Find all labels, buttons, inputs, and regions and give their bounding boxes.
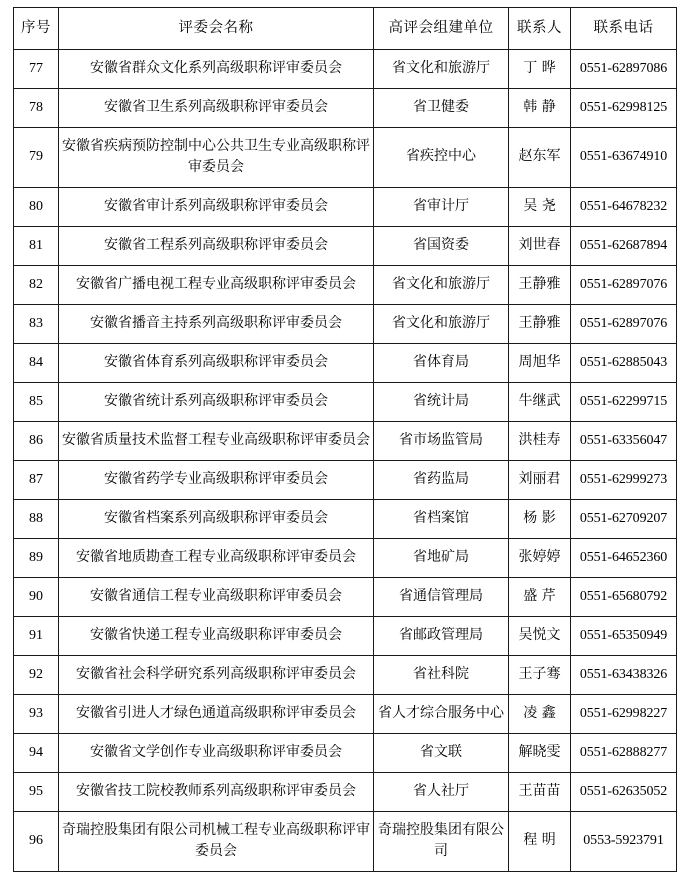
table-row	[14, 89, 677, 128]
table-row	[14, 422, 677, 461]
cell-unit: 省邮政管理局	[374, 617, 509, 656]
column-header-name: 评委会名称	[59, 8, 374, 50]
cell-unit: 省地矿局	[374, 539, 509, 578]
cell-seq: 80	[14, 188, 59, 227]
cell-person: 洪桂寿	[509, 422, 571, 461]
cell-name: 安徽省卫生系列高级职称评审委员会	[59, 89, 374, 128]
cell-unit: 省文联	[374, 734, 509, 773]
table-row	[14, 266, 677, 305]
cell-unit: 省文化和旅游厅	[374, 305, 509, 344]
cell-person: 韩静	[509, 89, 571, 128]
cell-name: 安徽省体育系列高级职称评审委员会	[59, 344, 374, 383]
cell-phone: 0551-62897086	[571, 50, 677, 89]
cell-phone: 0551-62709207	[571, 500, 677, 539]
table-row	[14, 344, 677, 383]
cell-seq: 94	[14, 734, 59, 773]
cell-person: 吴悦文	[509, 617, 571, 656]
cell-person: 盛芹	[509, 578, 571, 617]
cell-person: 丁晔	[509, 50, 571, 89]
cell-unit: 省档案馆	[374, 500, 509, 539]
cell-name: 安徽省通信工程专业高级职称评审委员会	[59, 578, 374, 617]
cell-phone: 0551-62635052	[571, 773, 677, 812]
cell-phone: 0551-62687894	[571, 227, 677, 266]
cell-unit: 省卫健委	[374, 89, 509, 128]
cell-unit: 省统计局	[374, 383, 509, 422]
cell-person: 牛继武	[509, 383, 571, 422]
table-header-row	[14, 8, 677, 50]
cell-seq: 79	[14, 128, 59, 188]
cell-name: 安徽省药学专业高级职称评审委员会	[59, 461, 374, 500]
cell-phone: 0551-62897076	[571, 266, 677, 305]
table-row	[14, 773, 677, 812]
cell-unit: 省通信管理局	[374, 578, 509, 617]
cell-person: 刘丽君	[509, 461, 571, 500]
cell-name: 安徽省质量技术监督工程专业高级职称评审委员会	[59, 422, 374, 461]
cell-name: 安徽省疾病预防控制中心公共卫生专业高级职称评审委员会	[59, 128, 374, 188]
cell-name: 安徽省群众文化系列高级职称评审委员会	[59, 50, 374, 89]
cell-unit: 省药监局	[374, 461, 509, 500]
cell-seq: 77	[14, 50, 59, 89]
cell-person: 张婷婷	[509, 539, 571, 578]
cell-unit: 省国资委	[374, 227, 509, 266]
cell-seq: 84	[14, 344, 59, 383]
cell-seq: 78	[14, 89, 59, 128]
cell-seq: 83	[14, 305, 59, 344]
cell-name: 安徽省播音主持系列高级职称评审委员会	[59, 305, 374, 344]
cell-seq: 91	[14, 617, 59, 656]
cell-person: 凌鑫	[509, 695, 571, 734]
cell-unit: 省文化和旅游厅	[374, 50, 509, 89]
cell-unit: 省市场监管局	[374, 422, 509, 461]
cell-unit: 省社科院	[374, 656, 509, 695]
table-row	[14, 188, 677, 227]
cell-phone: 0551-63674910	[571, 128, 677, 188]
cell-name: 安徽省审计系列高级职称评审委员会	[59, 188, 374, 227]
cell-seq: 82	[14, 266, 59, 305]
column-header-unit: 高评会组建单位	[374, 8, 509, 50]
cell-seq: 96	[14, 812, 59, 872]
cell-phone: 0551-65680792	[571, 578, 677, 617]
cell-phone: 0551-64678232	[571, 188, 677, 227]
cell-name: 安徽省统计系列高级职称评审委员会	[59, 383, 374, 422]
cell-name: 安徽省快递工程专业高级职称评审委员会	[59, 617, 374, 656]
committee-table	[13, 7, 677, 872]
cell-unit: 省体育局	[374, 344, 509, 383]
cell-phone: 0551-62998227	[571, 695, 677, 734]
column-header-seq: 序号	[14, 8, 59, 50]
cell-unit: 省人才综合服务中心	[374, 695, 509, 734]
cell-person: 杨影	[509, 500, 571, 539]
cell-seq: 81	[14, 227, 59, 266]
cell-phone: 0551-62999273	[571, 461, 677, 500]
cell-person: 刘世春	[509, 227, 571, 266]
cell-seq: 86	[14, 422, 59, 461]
cell-phone: 0551-62897076	[571, 305, 677, 344]
table-row	[14, 656, 677, 695]
cell-name: 安徽省文学创作专业高级职称评审委员会	[59, 734, 374, 773]
cell-phone: 0551-62299715	[571, 383, 677, 422]
cell-name: 安徽省地质勘查工程专业高级职称评审委员会	[59, 539, 374, 578]
table-header	[14, 8, 677, 50]
column-header-phone: 联系电话	[571, 8, 677, 50]
cell-person: 王静雅	[509, 266, 571, 305]
cell-unit: 省人社厅	[374, 773, 509, 812]
cell-phone: 0551-62998125	[571, 89, 677, 128]
cell-phone: 0551-62888277	[571, 734, 677, 773]
cell-unit: 省审计厅	[374, 188, 509, 227]
cell-seq: 92	[14, 656, 59, 695]
cell-seq: 85	[14, 383, 59, 422]
table-row	[14, 500, 677, 539]
cell-person: 王苗苗	[509, 773, 571, 812]
cell-seq: 90	[14, 578, 59, 617]
cell-phone: 0551-63356047	[571, 422, 677, 461]
cell-phone: 0551-65350949	[571, 617, 677, 656]
table-row	[14, 695, 677, 734]
table-row	[14, 539, 677, 578]
cell-seq: 89	[14, 539, 59, 578]
table-body	[14, 50, 677, 872]
cell-phone: 0551-64652360	[571, 539, 677, 578]
cell-phone: 0551-62885043	[571, 344, 677, 383]
table-row	[14, 578, 677, 617]
cell-name: 安徽省广播电视工程专业高级职称评审委员会	[59, 266, 374, 305]
cell-name: 安徽省引进人才绿色通道高级职称评审委员会	[59, 695, 374, 734]
cell-name: 安徽省社会科学研究系列高级职称评审委员会	[59, 656, 374, 695]
cell-unit: 奇瑞控股集团有限公司	[374, 812, 509, 872]
cell-seq: 95	[14, 773, 59, 812]
table-row	[14, 383, 677, 422]
table-row	[14, 812, 677, 872]
cell-seq: 88	[14, 500, 59, 539]
cell-person: 周旭华	[509, 344, 571, 383]
column-header-person: 联系人	[509, 8, 571, 50]
table-row	[14, 128, 677, 188]
cell-seq: 87	[14, 461, 59, 500]
table-row	[14, 50, 677, 89]
cell-name: 安徽省技工院校教师系列高级职称评审委员会	[59, 773, 374, 812]
cell-seq: 93	[14, 695, 59, 734]
cell-name: 奇瑞控股集团有限公司机械工程专业高级职称评审委员会	[59, 812, 374, 872]
table-row	[14, 305, 677, 344]
cell-person: 程明	[509, 812, 571, 872]
table-row	[14, 227, 677, 266]
cell-person: 赵东军	[509, 128, 571, 188]
cell-phone: 0551-63438326	[571, 656, 677, 695]
cell-name: 安徽省档案系列高级职称评审委员会	[59, 500, 374, 539]
cell-person: 王静雅	[509, 305, 571, 344]
cell-person: 解晓雯	[509, 734, 571, 773]
table-row	[14, 734, 677, 773]
cell-unit: 省文化和旅游厅	[374, 266, 509, 305]
table-row	[14, 461, 677, 500]
cell-person: 吴尧	[509, 188, 571, 227]
table-row	[14, 617, 677, 656]
cell-name: 安徽省工程系列高级职称评审委员会	[59, 227, 374, 266]
cell-person: 王子骞	[509, 656, 571, 695]
cell-unit: 省疾控中心	[374, 128, 509, 188]
cell-phone: 0553-5923791	[571, 812, 677, 872]
